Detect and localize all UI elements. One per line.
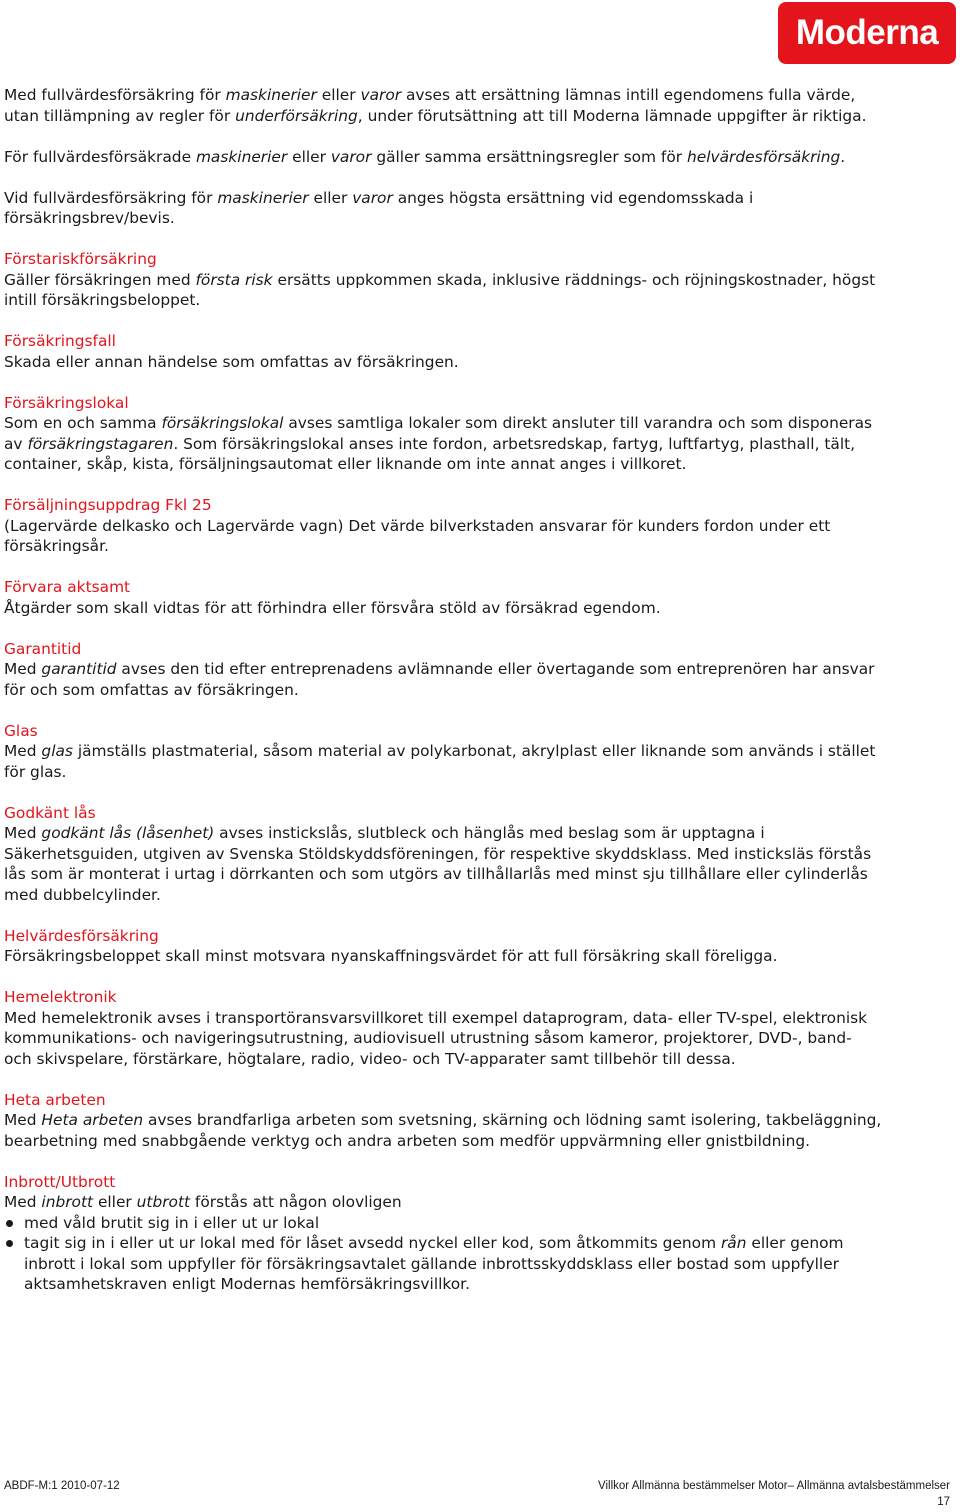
bullet-text xyxy=(24,1214,319,1232)
definition-title: Heta arbeten xyxy=(4,1090,106,1109)
definition-body xyxy=(4,516,884,557)
definition-body xyxy=(4,741,884,782)
text-run: Vid fullvärdesförsäkring för xyxy=(4,188,218,207)
italic-term: garantitid xyxy=(41,660,117,678)
definitions-list xyxy=(4,249,884,1151)
text-run: avses samtliga lokaler som direkt ansluter till varandra och som disponeras av xyxy=(4,414,873,453)
italic-term: försäkringslokal xyxy=(161,414,284,432)
text-run: eller xyxy=(93,1193,137,1211)
definition-section xyxy=(4,987,884,1069)
definition-body xyxy=(4,1192,884,1213)
text-run: eller genom inbrott i lokal som uppfyller för försäkringsavtalet gällande inbrottsskyddsklass eller bostad som uppfyller aktsamhetskraven enligt Modernas hemförsäkringsvillkor. xyxy=(24,1234,844,1293)
definition-title: Godkänt lås xyxy=(4,803,96,822)
text-run: avses brandfarliga arbeten som svetsning, skärning och lödning samt isolering, takbeläggning, bearbetning med snabbgående verktyg och andra arbeten som medför uppvärmning eller gnistbildning. xyxy=(4,1111,882,1150)
italic-term: försäkringstagaren xyxy=(27,434,174,453)
text-run: . Som försäkringslokal anses inte fordon, arbetsredskap, fartyg, luftfartyg, plasthall, tält, container, skåp, kista, försäljningsautomat eller liknande om inte annat anges i villkoret. xyxy=(4,434,856,473)
text-run: gäller samma ersättningsregler som för xyxy=(371,147,687,166)
definition-section xyxy=(4,1090,884,1152)
definition-section xyxy=(4,577,884,618)
footer-document-id: ABDF-M:1 2010-07-12 xyxy=(4,1480,120,1492)
text-run: tagit sig in i eller ut ur lokal med för låset avsedd nyckel eller kod, som åtkommits genom xyxy=(24,1234,721,1252)
text-run: avses den tid efter entreprenadens avlämnande eller övertagande som entreprenören har ansvar för och som omfattas av försäkringen. xyxy=(4,660,875,699)
definition-body xyxy=(4,659,884,700)
italic-term: maskinerier xyxy=(195,147,288,166)
text-run: För fullvärdesförsäkrade xyxy=(4,147,196,166)
definition-title: Förvara aktsamt xyxy=(4,578,131,596)
text-run: eller xyxy=(316,86,361,104)
definition-body xyxy=(4,1110,884,1151)
bullet-icon xyxy=(6,1240,13,1247)
text-run: förstås att någon olovligen xyxy=(190,1193,402,1211)
bullet-icon xyxy=(6,1220,13,1227)
text-run: avses att ersättning lämnas intill egendomens fulla värde, utan tillämpning av regler för xyxy=(4,86,856,125)
page-number: 17 xyxy=(937,1496,950,1508)
bullet-item xyxy=(4,1213,884,1234)
italic-term: helvärdesförsäkring xyxy=(686,147,841,166)
text-run: avses instickslås, slutbleck och hänglås med beslag som är upptagna i Säkerhetsguiden, utgiven av Svenska Stöldskyddsföreningen, för respektive skyddsklass. Med insticksläs förstås lås som är monterat i urtag i dörrkanten och som utgörs av tillhållarlås med minst sju tillhållare eller cylinderlås med dubbelcylinder. xyxy=(4,824,872,904)
definition-body xyxy=(4,1008,884,1070)
definition-title: Garantitid xyxy=(4,639,82,658)
text-run: Åtgärder som skall vidtas för att förhindra eller försvåra stöld av försäkrad egendom. xyxy=(4,598,661,617)
definition-body xyxy=(4,352,884,373)
definition-title: Försäljningsuppdrag Fkl 25 xyxy=(4,496,212,514)
italic-term: Heta arbeten xyxy=(41,1111,144,1129)
text-run: Skada eller annan händelse som omfattas av försäkringen. xyxy=(4,352,459,371)
italic-term: maskinerier xyxy=(217,188,309,207)
text-run: Gäller försäkringen med xyxy=(4,270,196,289)
definition-body xyxy=(4,946,884,967)
text-run: eller xyxy=(308,188,353,207)
intro-paragraph-3 xyxy=(4,188,884,229)
italic-term: maskinerier xyxy=(225,86,317,104)
italic-term: rån xyxy=(720,1234,747,1252)
text-run: Försäkringsbeloppet skall minst motsvara nyanskaffningsvärdet för att full försäkring skall föreligga. xyxy=(4,947,778,965)
definition-section xyxy=(4,639,884,701)
text-run: Med hemelektronik avses i transportöransvarsvillkoret till exempel dataprogram, data- eller TV-spel, elektronisk kommunikations- och navigeringsutrustning, audiovisuell utrustning såsom kameror, projektorer, DVD-, band- och skivspelare, förstärkare, högtalare, radio, video- och TV-apparater samt tillbehör till dessa. xyxy=(4,1008,868,1068)
definition-title: Förstariskförsäkring xyxy=(4,250,157,268)
definition-section xyxy=(4,331,884,372)
italic-term: glas xyxy=(41,742,73,760)
definition-title: Försäkringslokal xyxy=(4,393,129,412)
definition-inbrott-utbrott xyxy=(4,1172,884,1295)
definition-title: Inbrott/Utbrott xyxy=(4,1172,116,1191)
bullet-text xyxy=(24,1234,844,1293)
definition-section xyxy=(4,803,884,906)
text-run: eller xyxy=(287,147,331,166)
text-run: Med xyxy=(4,742,42,760)
text-run: Med xyxy=(4,824,42,842)
text-run: . xyxy=(840,147,846,166)
definition-section xyxy=(4,249,884,311)
definition-title: Försäkringsfall xyxy=(4,332,116,350)
definition-section xyxy=(4,721,884,783)
bullet-item xyxy=(4,1233,884,1295)
text-run: (Lagervärde delkasko och Lagervärde vagn) Det värde bilverkstaden ansvarar för kunders fordon under ett försäkringsår. xyxy=(4,516,831,555)
bullet-list xyxy=(4,1213,884,1295)
definition-body xyxy=(4,823,884,905)
intro-paragraph-1 xyxy=(4,85,884,126)
italic-term: varor xyxy=(352,188,393,207)
definition-section xyxy=(4,393,884,475)
text-run: Med xyxy=(4,1111,42,1129)
text-run: med våld brutit sig in i eller ut ur lokal xyxy=(24,1213,320,1232)
definition-title: Hemelektronik xyxy=(4,988,117,1006)
text-run: Med fullvärdesförsäkring för xyxy=(4,86,226,104)
moderna-logo xyxy=(778,2,956,64)
definition-section xyxy=(4,495,884,557)
text-run: jämställs plastmaterial, såsom material av polykarbonat, akrylplast eller liknande som används i stället för glas. xyxy=(4,742,876,781)
definition-section xyxy=(4,926,884,967)
definition-title: Glas xyxy=(4,721,38,740)
text-run: anges högsta ersättning vid egendomsskada i försäkringsbrev/bevis. xyxy=(4,188,754,227)
footer-document-title: Villkor Allmänna bestämmelser Motor– Allmänna avtalsbestämmelser xyxy=(598,1480,950,1492)
italic-term: första risk xyxy=(195,270,273,289)
text-run: ersätts uppkommen skada, inklusive räddnings- och röjningskostnader, högst intill försäkringsbeloppet. xyxy=(4,270,876,309)
definition-body xyxy=(4,413,884,475)
italic-term: inbrott xyxy=(41,1193,94,1211)
italic-term: utbrott xyxy=(136,1193,191,1211)
definition-title: Helvärdesförsäkring xyxy=(4,926,159,945)
italic-term: godkänt lås (låsenhet) xyxy=(41,824,215,842)
document-body xyxy=(4,85,884,1295)
text-run: , under förutsättning att till Moderna lämnade uppgifter är riktiga. xyxy=(357,106,867,125)
definition-body xyxy=(4,598,884,619)
intro-paragraph-2 xyxy=(4,147,884,168)
text-run: Som en och samma xyxy=(4,414,162,432)
italic-term: varor xyxy=(330,147,372,166)
definition-body xyxy=(4,270,884,311)
text-run: Med xyxy=(4,1193,42,1211)
italic-term: underförsäkring xyxy=(235,106,358,125)
logo-text: Moderna xyxy=(795,13,939,52)
text-run: Med xyxy=(4,660,42,678)
italic-term: varor xyxy=(360,86,402,104)
